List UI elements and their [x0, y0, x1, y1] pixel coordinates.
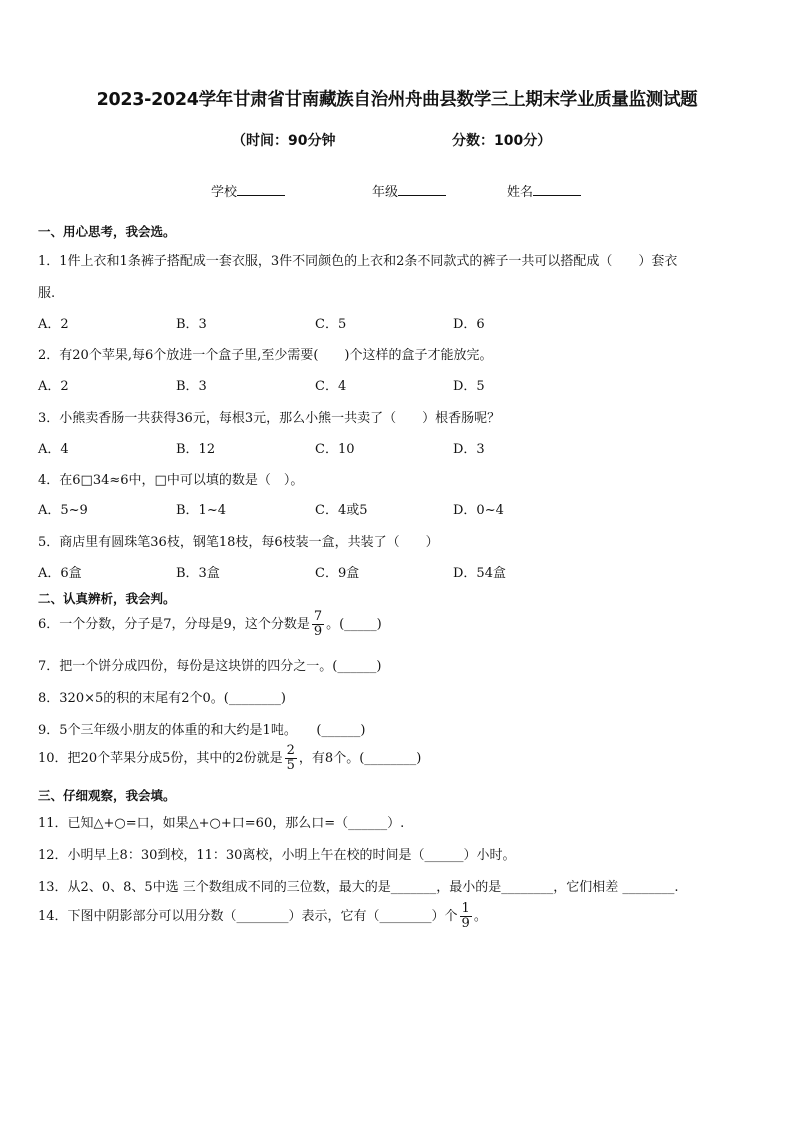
page-title: 2023-2024学年甘肃省甘南藏族自治州舟曲县数学三上期末学业质量监测试题 [96, 90, 698, 110]
school-label: 学校 [211, 185, 238, 200]
q5-option-a[interactable]: A．6盒 [38, 566, 82, 581]
q1-option-a[interactable]: A．2 [38, 317, 69, 332]
question-5: 5．商店里有圆珠笔36枝，钢笔18枝，每6枝装一盒，共装了（ ） [38, 535, 439, 550]
q3-option-a[interactable]: A．4 [38, 442, 69, 457]
fraction-denominator: 9 [461, 916, 470, 931]
q4-option-a[interactable]: A．5~9 [38, 503, 88, 518]
question-10 [38, 744, 421, 773]
grade-field [372, 181, 446, 200]
q2-option-b[interactable]: B．3 [176, 379, 207, 394]
q3-option-c[interactable]: C．10 [315, 442, 355, 457]
q5-option-d[interactable]: D．54盒 [453, 566, 506, 581]
q5-option-b[interactable]: B．3盒 [176, 566, 220, 581]
q6-answer-blank[interactable]: 。(_____) [326, 617, 382, 632]
question-13: 13．从2、0、8、5中选 三个数组成不同的三位数，最大的是_______，最小的是________，它们相差 ________. [38, 880, 679, 895]
exam-time: （时间：90分钟 [232, 133, 336, 149]
q4-option-d[interactable]: D．0~4 [453, 503, 504, 518]
grade-blank[interactable] [398, 183, 446, 196]
question-12: 12．小明早上8：30到校，11：30离校，小明上午在校的时间是（______）小时。 [38, 848, 516, 863]
fraction-denominator: 5 [286, 758, 295, 773]
question-9: 9．5个三年级小朋友的体重的和大约是1吨。 (______) [38, 723, 366, 738]
question-3: 3．小熊卖香肠一共获得36元，每根3元，那么小熊一共卖了（ ）根香肠呢？ [38, 411, 501, 426]
q1-option-c[interactable]: C．5 [315, 317, 347, 332]
q3-option-d[interactable]: D．3 [453, 442, 485, 457]
question-2: 2．有20个苹果,每6个放进一个盒子里,至少需要( )个这样的盒子才能放完。 [38, 348, 493, 363]
q2-option-a[interactable]: A．2 [38, 379, 69, 394]
section-2-heading: 二、认真辨析，我会判。 [38, 591, 176, 606]
fraction-numerator: 1 [461, 901, 470, 916]
q6-text: 6．一个分数，分子是7，分母是9，这个分数是 [38, 617, 310, 632]
question-7: 7．把一个饼分成四份，每份是这块饼的四分之一。(______) [38, 659, 382, 674]
fraction [460, 902, 472, 931]
grade-label: 年级 [372, 185, 399, 200]
q4-option-b[interactable]: B．1~4 [176, 503, 226, 518]
q14-text: 14．下图中阴影部分可以用分数（________）表示，它有（________）个 [38, 909, 458, 924]
question-6 [38, 610, 382, 639]
name-blank[interactable] [533, 183, 581, 196]
school-blank[interactable] [237, 183, 285, 196]
exam-score: 分数：100分） [452, 133, 552, 149]
q4-option-c[interactable]: C．4或5 [315, 503, 368, 518]
question-14 [38, 902, 487, 931]
fraction-numerator: 7 [313, 609, 323, 624]
name-field [507, 181, 581, 200]
question-8: 8．320×5的积的末尾有2个0。(________) [38, 691, 286, 706]
q2-option-c[interactable]: C．4 [315, 379, 347, 394]
question-4: 4．在6□34≈6中，□中可以填的数是（ ）。 [38, 473, 304, 488]
section-1-heading: 一、用心思考，我会选。 [38, 224, 176, 239]
q1-option-b[interactable]: B．3 [176, 317, 207, 332]
fraction [312, 610, 324, 639]
name-label: 姓名 [507, 185, 534, 200]
question-1-line-1: 1．1件上衣和1条裤子搭配成一套衣服，3件不同颜色的上衣和2条不同款式的裤子一共可以搭配成（ ）套衣 [38, 254, 678, 269]
school-field [211, 181, 285, 200]
question-1-line-2: 服. [38, 286, 56, 301]
fraction [285, 744, 297, 773]
q5-option-c[interactable]: C．9盒 [315, 566, 360, 581]
q10-answer-blank[interactable]: ，有8个。(________) [298, 751, 422, 766]
fraction-numerator: 2 [286, 743, 295, 758]
q10-text: 10．把20个苹果分成5份，其中的2份就是 [38, 751, 283, 766]
fraction-denominator: 9 [313, 624, 323, 639]
q14-text-end: 。 [473, 909, 487, 924]
q3-option-b[interactable]: B．12 [176, 442, 216, 457]
section-3-heading: 三、仔细观察，我会填。 [38, 788, 176, 803]
q2-option-d[interactable]: D．5 [453, 379, 485, 394]
q1-option-d[interactable]: D．6 [453, 317, 485, 332]
question-11: 11．已知△+○=口，如果△+○+口=60，那么口=（______）. [38, 816, 405, 831]
